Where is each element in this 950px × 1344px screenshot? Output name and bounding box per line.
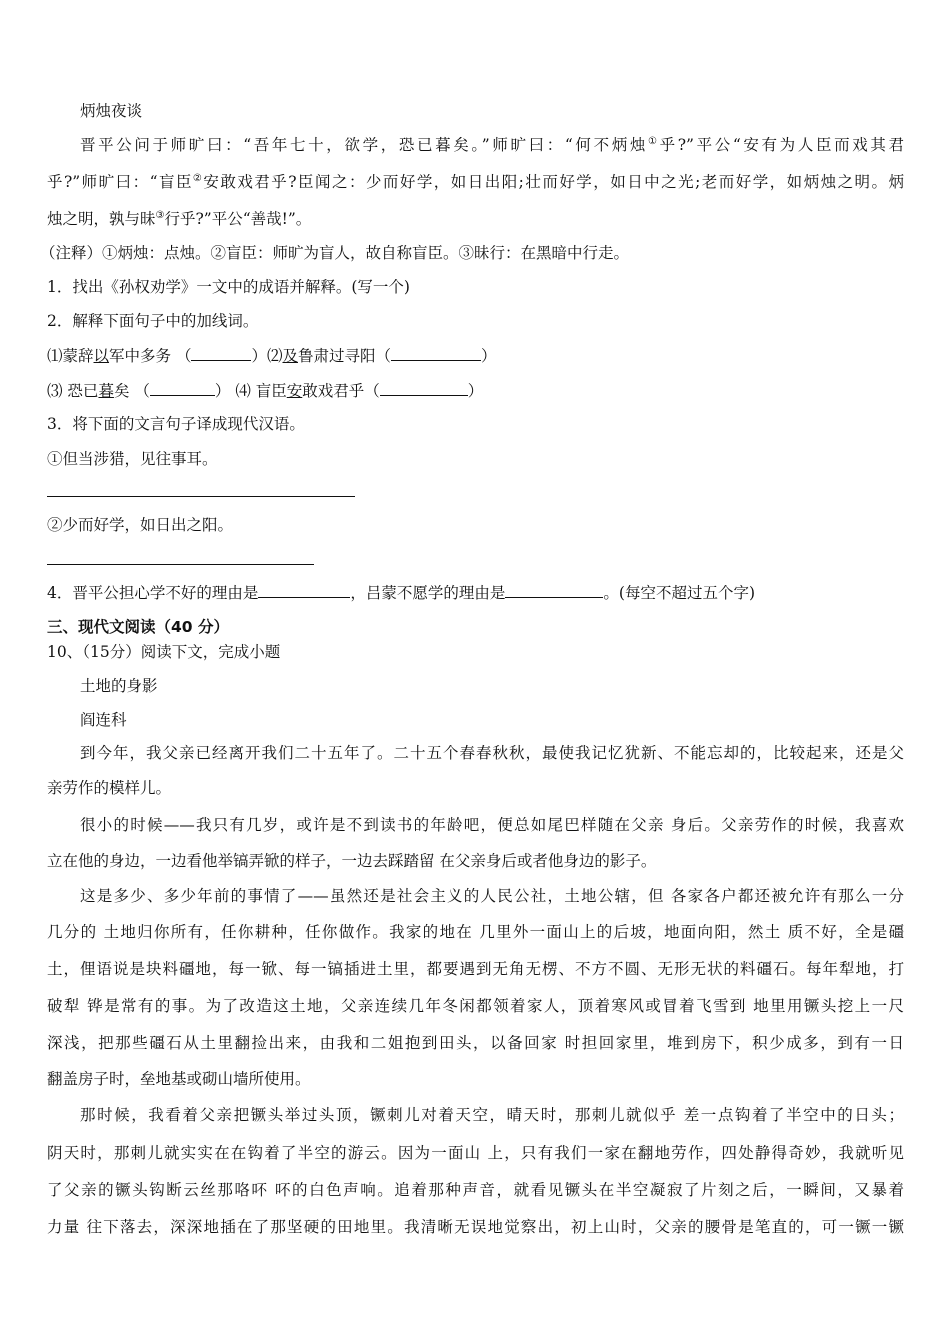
article-line: 亲劳作的模样儿。 (47, 779, 172, 797)
question-3-sentence-1: ①但当涉猎，见往事耳。 (47, 450, 218, 468)
article-line: 深浅，把那些礓石从土里翻捡出来，由我和二姐抱到田头，以备回家 时担回家里，堆到房下，积少成多，到有一日 (47, 1034, 904, 1052)
article-author: 阎连科 (80, 711, 127, 729)
article-line: 这是多少、多少年前的事情了——虽然还是社会主义的人民公社，土地公辖，但 各家各户都还被允许有那么一分 (80, 887, 904, 905)
article-line: 那时候，我看着父亲把镢头举过头顶，镢刺儿对着天空，晴天时，那刺儿就似乎 差一点钩着了半空中的日头； (80, 1106, 904, 1124)
article-line: 力量 往下落去，深深地插在了那坚硬的田地里。我清晰无误地觉察出，初上山时，父亲的腰骨是笔直的，可一镢一镢 (47, 1218, 904, 1236)
article-line: 了父亲的镢头钩断云丝那咯吥 吥的白色声响。追着那种声音，就看见镢头在半空凝寂了片刻之后，一瞬间，又暴着 (47, 1181, 904, 1199)
article-line: 立在他的身边，一边看他举镐弄锨的样子，一边去踩踏留 在父亲身后或者他身边的影子。 (47, 852, 657, 870)
question-2-items-row-2: ⑶ 恐已暮矣 （ ） ⑷ 盲臣安敢戏君乎（ ） (47, 382, 484, 400)
answer-blank[interactable] (391, 345, 481, 361)
passage-line-2: 乎?”师旷曰：“盲臣②安敢戏君乎?臣闻之：少而好学，如日出阳;壮而好学，如日中之光;老而好学，如炳烛之明。炳 (47, 172, 904, 191)
answer-blank[interactable] (191, 345, 251, 361)
passage-notes: （注释）①炳烛：点烛。②盲臣：师旷为盲人，故自称盲臣。③昧行：在黑暗中行走。 (40, 244, 630, 262)
question-3-sentence-2: ②少而好学，如日出之阳。 (47, 516, 234, 534)
article-line: 破犁 铧是常有的事。为了改造这土地，父亲连续几年冬闲都领着家人，顶着寒风或冒着飞雪到 地里用镢头挖上一尺 (47, 997, 904, 1015)
answer-blank[interactable] (505, 582, 603, 598)
question-3: 3．将下面的文言句子译成现代汉语。 (47, 415, 305, 433)
answer-blank[interactable] (380, 380, 468, 396)
question-2-items-row-1: ⑴蒙辞以军中多务 （ ）⑵及鲁肃过寻阳（ ） (47, 347, 497, 365)
article-line: 土，俚语说是块料礓地，每一锨、每一镐插进土里，都要遇到无角无楞、不方不圆、无形无状的料礓石。每年犁地，打 (47, 960, 904, 978)
article-line: 翻盖房子时，垒地基或砌山墙所使用。 (47, 1070, 311, 1088)
article-line: 很小的时候——我只有几岁，或许是不到读书的年龄吧，便总如尾巴样随在父亲 身后。父亲劳作的时候，我喜欢 (80, 816, 904, 834)
article-title: 土地的身影 (80, 677, 158, 695)
footnote-marker: ③ (155, 209, 165, 221)
question-10: 10、（15分）阅读下文，完成小题 (47, 643, 281, 661)
question-1: 1．找出《孙权劝学》一文中的成语并解释。(写一个) (47, 278, 410, 296)
answer-line[interactable] (47, 564, 314, 565)
answer-blank[interactable] (258, 582, 350, 598)
article-line: 到今年，我父亲已经离开我们二十五年了。二十五个春春秋秋，最使我记忆犹新、不能忘却的，比较起来，还是父 (80, 744, 904, 762)
answer-blank[interactable] (150, 380, 215, 396)
footnote-marker: ② (192, 172, 204, 184)
section-heading: 三、现代文阅读（40 分） (47, 618, 229, 636)
question-2: 2．解释下面句子中的加线词。 (47, 312, 259, 330)
article-line: 阴天时，那刺儿就实实在在钩着了半空的游云。因为一面山 上，只有我们一家在翻地劳作，四处静得奇妙，我就听见 (47, 1144, 904, 1162)
article-line: 几分的 土地归你所有，任你耕种，任你做作。我家的地在 几里外一面山上的后坡，地面向阳，然土 质不好，全是礓 (47, 923, 904, 941)
answer-line[interactable] (47, 496, 355, 497)
passage-title: 炳烛夜谈 (80, 102, 143, 120)
footnote-marker: ① (647, 135, 660, 147)
passage-line-1: 晋平公问于师旷曰：“吾年七十，欲学，恐已暮矣。”师旷曰：“何不炳烛①乎?”平公“安有为人臣而戏其君 (80, 135, 904, 154)
passage-line-3: 烛之明，孰与昧③行乎?”平公“善哉!”。 (47, 209, 312, 228)
question-4: 4．晋平公担心学不好的理由是 ，吕蒙不愿学的理由是 。(每空不超过五个字) (47, 584, 755, 602)
